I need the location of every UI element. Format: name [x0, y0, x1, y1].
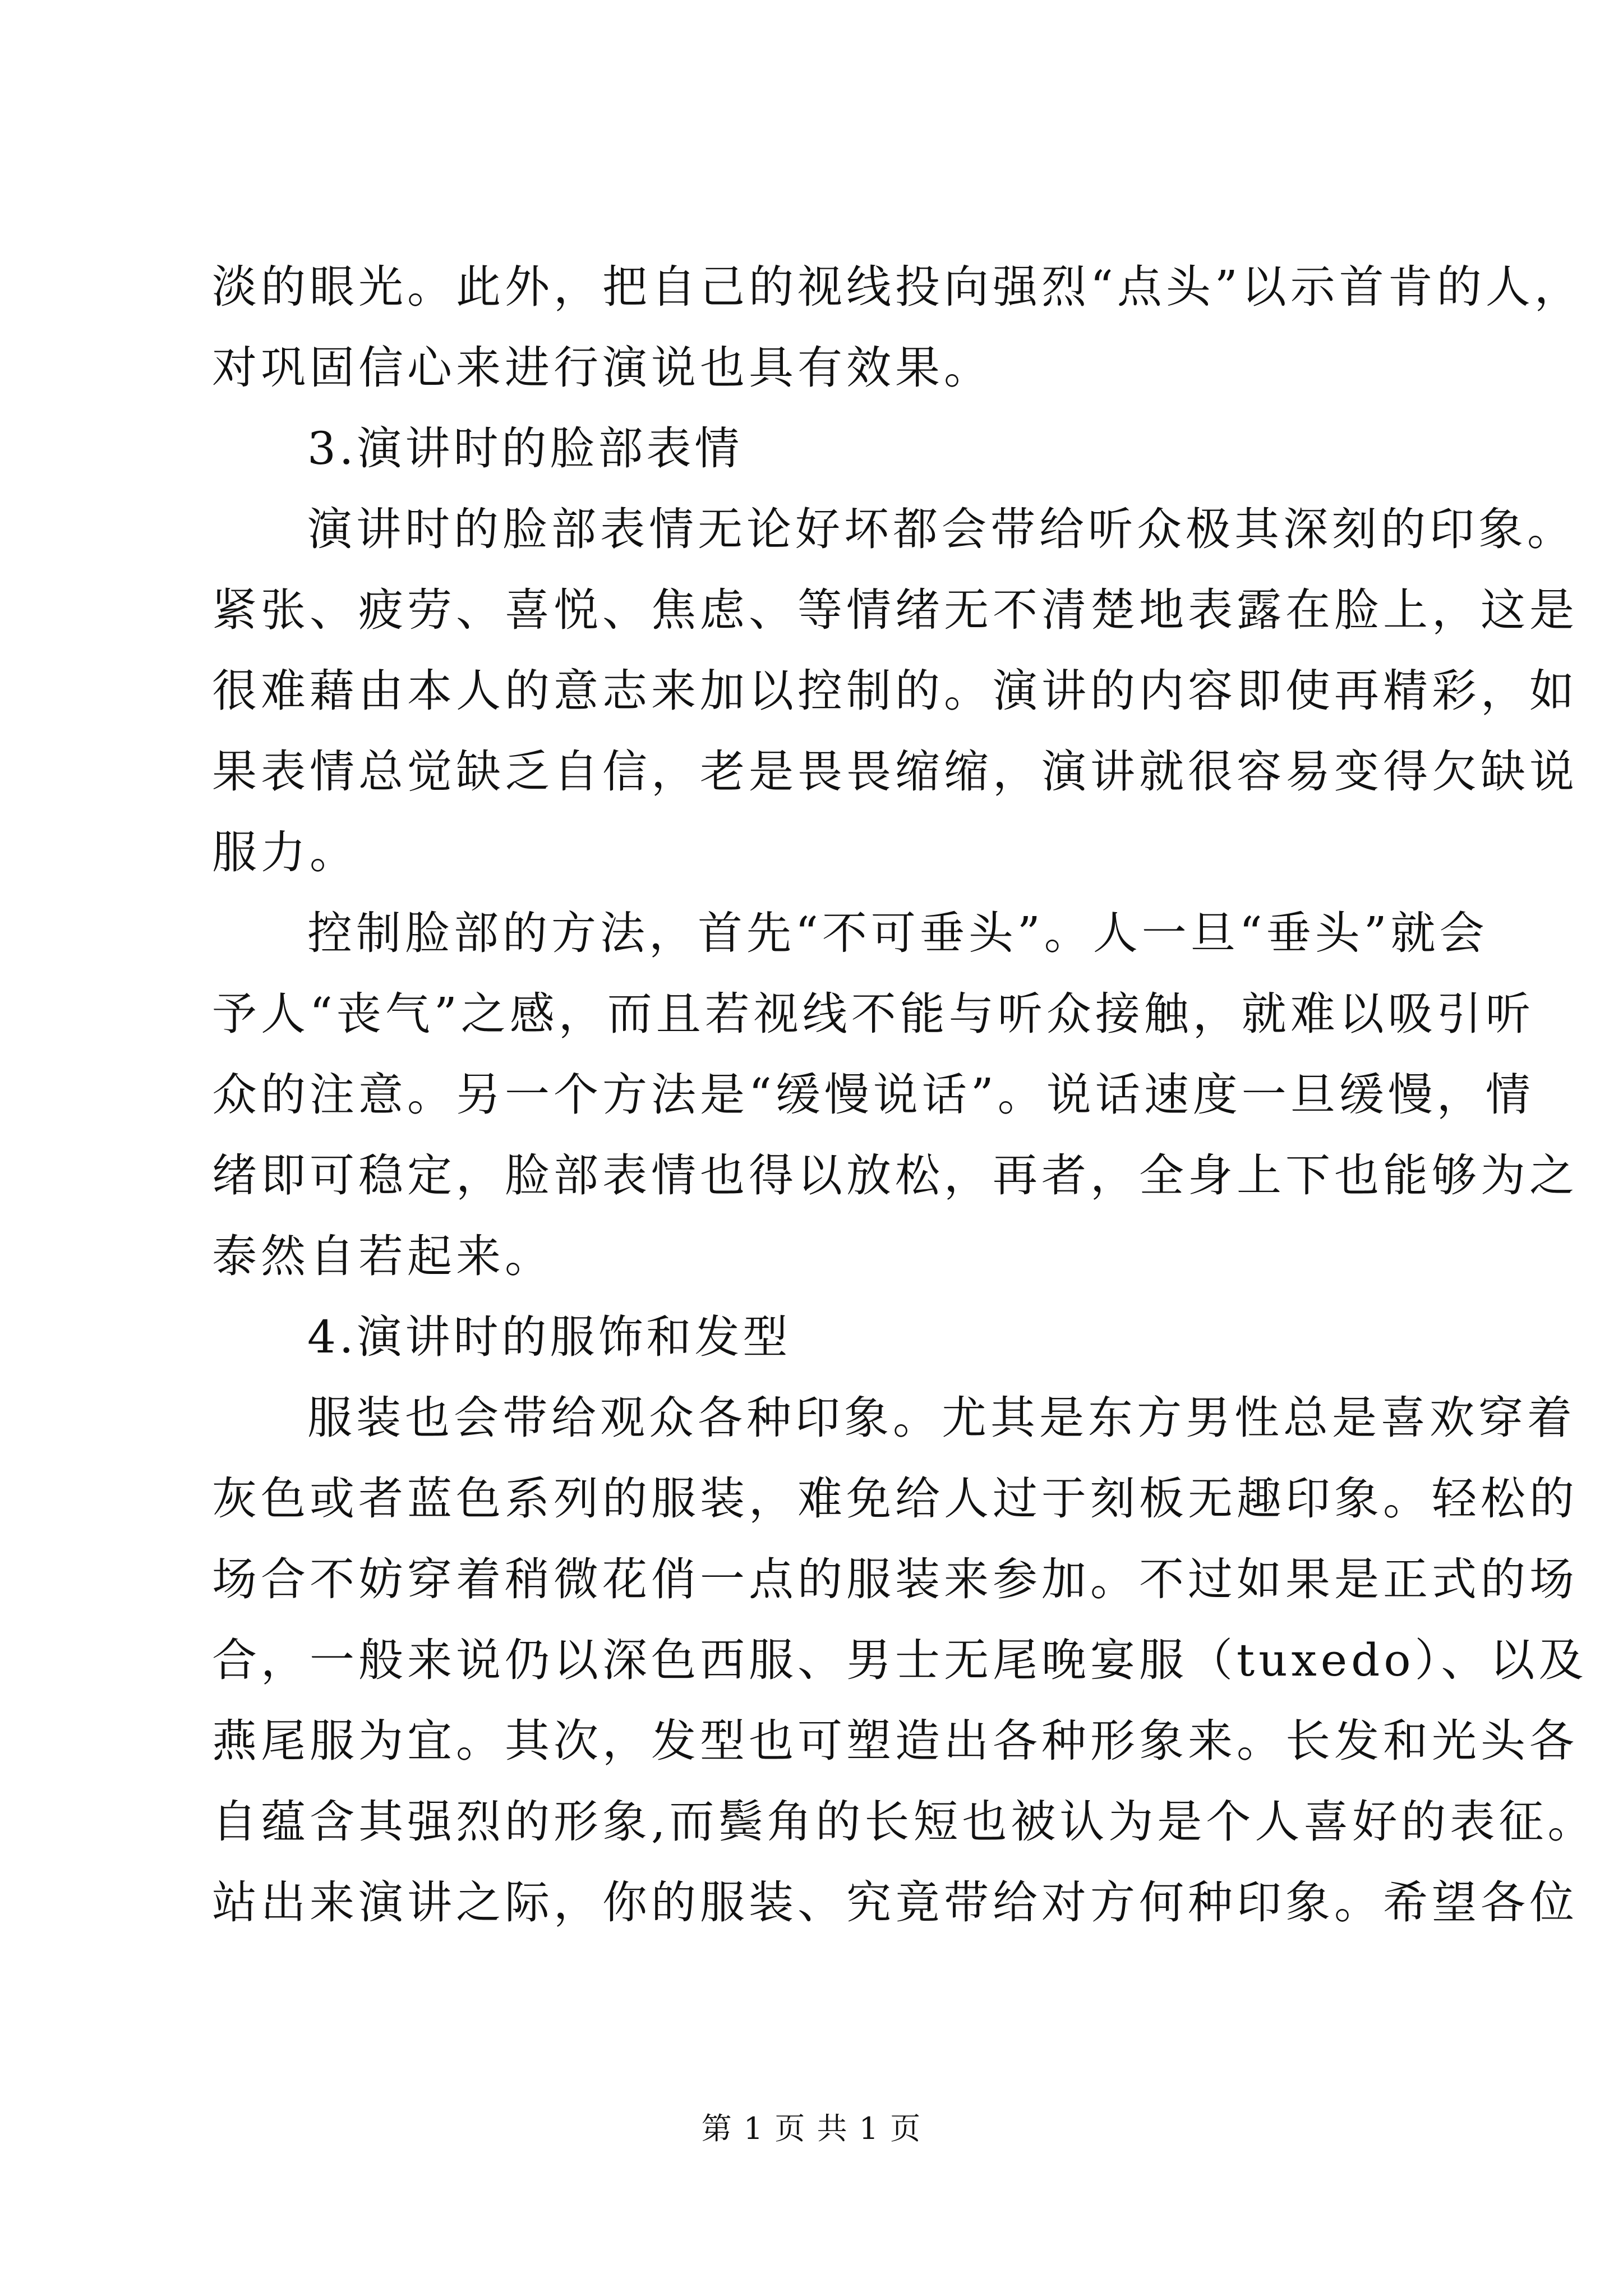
paragraph-line: 演讲时的脸部表情无论好坏都会带给听众极其深刻的印象。: [307, 503, 1576, 555]
page-footer: 第 1 页 共 1 页: [701, 2111, 922, 2146]
section-heading-clothing-hairstyle: 4.演讲时的服饰和发型: [307, 1311, 791, 1363]
paragraph-line: 淡的眼光。此外，把自己的视线投向强烈“点头”以示首肯的人，: [212, 261, 1583, 313]
paragraph-line: 绪即可稳定，脸部表情也得以放松，再者，全身上下也能够为之: [212, 1149, 1578, 1202]
paragraph-line: 灰色或者蓝色系列的服装，难免给人过于刻板无趣印象。轻松的: [212, 1473, 1578, 1525]
paragraph-line: 泰然自若起来。: [212, 1230, 554, 1282]
paragraph-line: 自蕴含其强烈的形象,而鬓角的长短也被认为是个人喜好的表征。: [212, 1796, 1597, 1848]
paragraph-line: 予人“丧气”之感，而且若视线不能与听众接触，就难以吸引听: [212, 988, 1534, 1040]
paragraph-line: 果表情总觉缺乏自信，老是畏畏缩缩，演讲就很容易变得欠缺说: [212, 746, 1578, 798]
paragraph-line: 站出来演讲之际，你的服装、究竟带给对方何种印象。希望各位: [212, 1876, 1578, 1929]
paragraph-line: 服装也会带给观众各种印象。尤其是东方男性总是喜欢穿着: [307, 1392, 1576, 1444]
paragraph-line: 对巩固信心来进行演说也具有效果。: [212, 342, 993, 394]
paragraph-line: 服力。: [212, 826, 358, 878]
paragraph-line: 合，一般来说仍以深色西服、男士无尾晚宴服（tuxedo）、以及: [212, 1634, 1588, 1686]
paragraph-line: 紧张、疲劳、喜悦、焦虑、等情绪无不清楚地表露在脸上，这是: [212, 584, 1578, 636]
paragraph-line: 燕尾服为宜。其次，发型也可塑造出各种形象来。长发和光头各: [212, 1715, 1578, 1767]
paragraph-line: 众的注意。另一个方法是“缓慢说话”。说话速度一旦缓慢，情: [212, 1069, 1534, 1121]
paragraph-line: 场合不妨穿着稍微花俏一点的服装来参加。不过如果是正式的场: [212, 1553, 1578, 1605]
paragraph-line: 控制脸部的方法，首先“不可垂头”。人一旦“垂头”就会: [307, 907, 1488, 959]
section-heading-facial-expression: 3.演讲时的脸部表情: [307, 422, 743, 475]
document-body: [212, 247, 1597, 1943]
paragraph-line: 很难藉由本人的意志来加以控制的。演讲的内容即使再精彩，如: [212, 665, 1578, 717]
